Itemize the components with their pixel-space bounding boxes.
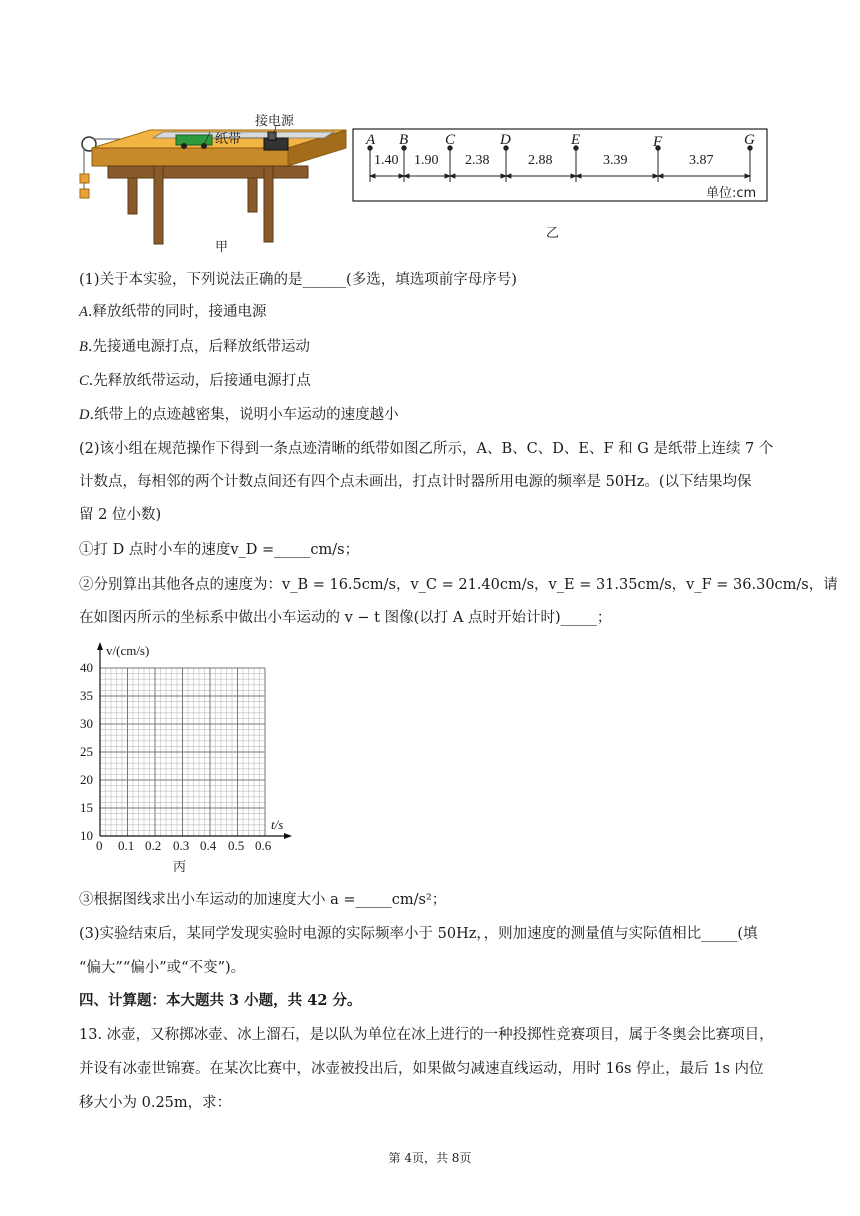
q1-option-d: D.纸带上的点迹越密集，说明小车运动的速度越小 xyxy=(79,407,399,423)
x-tick: 0.6 xyxy=(255,838,272,853)
tape-point-label: C xyxy=(445,132,456,148)
q2-sub2-line2: 在如图丙所示的坐标系中做出小车运动的 v − t 图像(以打 A 点时开始计时)_____； xyxy=(79,610,612,626)
tape-point-label: B xyxy=(399,132,409,148)
y-tick: 15 xyxy=(80,800,93,815)
y-tick: 35 xyxy=(80,688,93,703)
tape-segment-length: 1.40 xyxy=(374,153,399,168)
x-tick: 0.4 xyxy=(200,838,217,853)
q13-line3: 移大小为 0.25m，求： xyxy=(79,1095,232,1111)
label-power: 接电源 xyxy=(255,114,295,129)
q2-line3: 留 2 位小数) xyxy=(79,507,162,523)
x-tick: 0 xyxy=(96,838,103,853)
x-tick: 0.1 xyxy=(118,838,135,853)
vt-xlabel: t/s xyxy=(271,817,284,832)
q2-sub2-line1: ②分别算出其他各点的速度为：v_B = 16.5cm/s，v_C = 21.40cm/s，v_E = 31.35cm/s，v_F = 36.30cm/s，请 xyxy=(79,577,838,593)
q3-line1: (3)实验结束后，某同学发现实验时电源的实际频率小于 50Hz，，则加速度的测量值与实际值相比_____(填 xyxy=(79,926,758,942)
y-tick: 30 xyxy=(80,716,93,731)
q13-line2: 并设有冰壶世锦赛。在某次比赛中，冰壶被投出后，如果做匀减速直线运动，用时 16s 停止，最后 1s 内位 xyxy=(79,1061,764,1077)
q2-sub1: ①打 D 点时小车的速度v_D =_____cm/s； xyxy=(79,542,360,558)
q1-option-c: C.先释放纸带运动，后接通电源打点 xyxy=(79,373,311,389)
y-tick: 10 xyxy=(80,828,93,843)
q2-line1: (2)该小组在规范操作下得到一条点迹清晰的纸带如图乙所示，A、B、C、D、E、F 和 G 是纸带上连续 7 个 xyxy=(79,441,774,457)
tape-segment-length: 1.90 xyxy=(414,153,439,168)
q3-line2: “偏大”“偏小”或“不变”)。 xyxy=(79,960,246,976)
caption-jia: 甲 xyxy=(215,240,229,255)
q13-line1: 13. 冰壶，又称掷冰壶、冰上溜石，是以队为单位在冰上进行的一种投掷性竞赛项目，属于冬奥会比赛项目， xyxy=(79,1027,774,1043)
figure-apparatus xyxy=(78,108,348,258)
y-tick: 25 xyxy=(80,744,93,759)
tape-segment-length: 2.88 xyxy=(528,153,553,168)
caption-bing: 丙 xyxy=(173,860,187,875)
page-footer: 第 4页，共 8页 xyxy=(388,1151,472,1165)
tape-unit: 单位:cm xyxy=(706,186,757,201)
y-tick: 40 xyxy=(80,660,93,675)
q1-option-b: B.先接通电源打点，后释放纸带运动 xyxy=(79,339,310,355)
apparatus-drawing xyxy=(78,108,348,258)
weight-icon xyxy=(80,174,89,183)
tape-point-label: F xyxy=(653,134,663,150)
label-tape: 纸带 xyxy=(215,132,242,147)
q1-option-a: A.释放纸带的同时，接通电源 xyxy=(79,304,267,320)
tape-segment-length: 2.38 xyxy=(465,153,490,168)
tape-point-label: D xyxy=(500,132,511,148)
tape-point-label: G xyxy=(744,132,755,148)
caption-yi: 乙 xyxy=(546,226,560,241)
tape-segment-length: 3.87 xyxy=(689,153,714,168)
q2-sub3: ③根据图线求出小车运动的加速度大小 a =_____cm/s²； xyxy=(79,892,447,908)
q1-stem: (1)关于本实验，下列说法正确的是______(多选，填选项前字母序号) xyxy=(79,272,517,288)
y-tick: 20 xyxy=(80,772,93,787)
tape-point-label: A xyxy=(366,132,376,148)
vt-ylabel: v/(cm/s) xyxy=(106,643,150,658)
x-tick: 0.2 xyxy=(145,838,162,853)
x-tick: 0.5 xyxy=(228,838,245,853)
q2-line2: 计数点，每相邻的两个计数点间还有四个点未画出，打点计时器所用电源的频率是 50Hz。(以下结果均保 xyxy=(79,474,752,490)
tape-segment-length: 3.39 xyxy=(603,153,628,168)
section-heading: 四、计算题：本大题共 3 小题，共 42 分。 xyxy=(79,992,362,1009)
tape-point-label: E xyxy=(571,132,581,148)
x-tick: 0.3 xyxy=(173,838,190,853)
